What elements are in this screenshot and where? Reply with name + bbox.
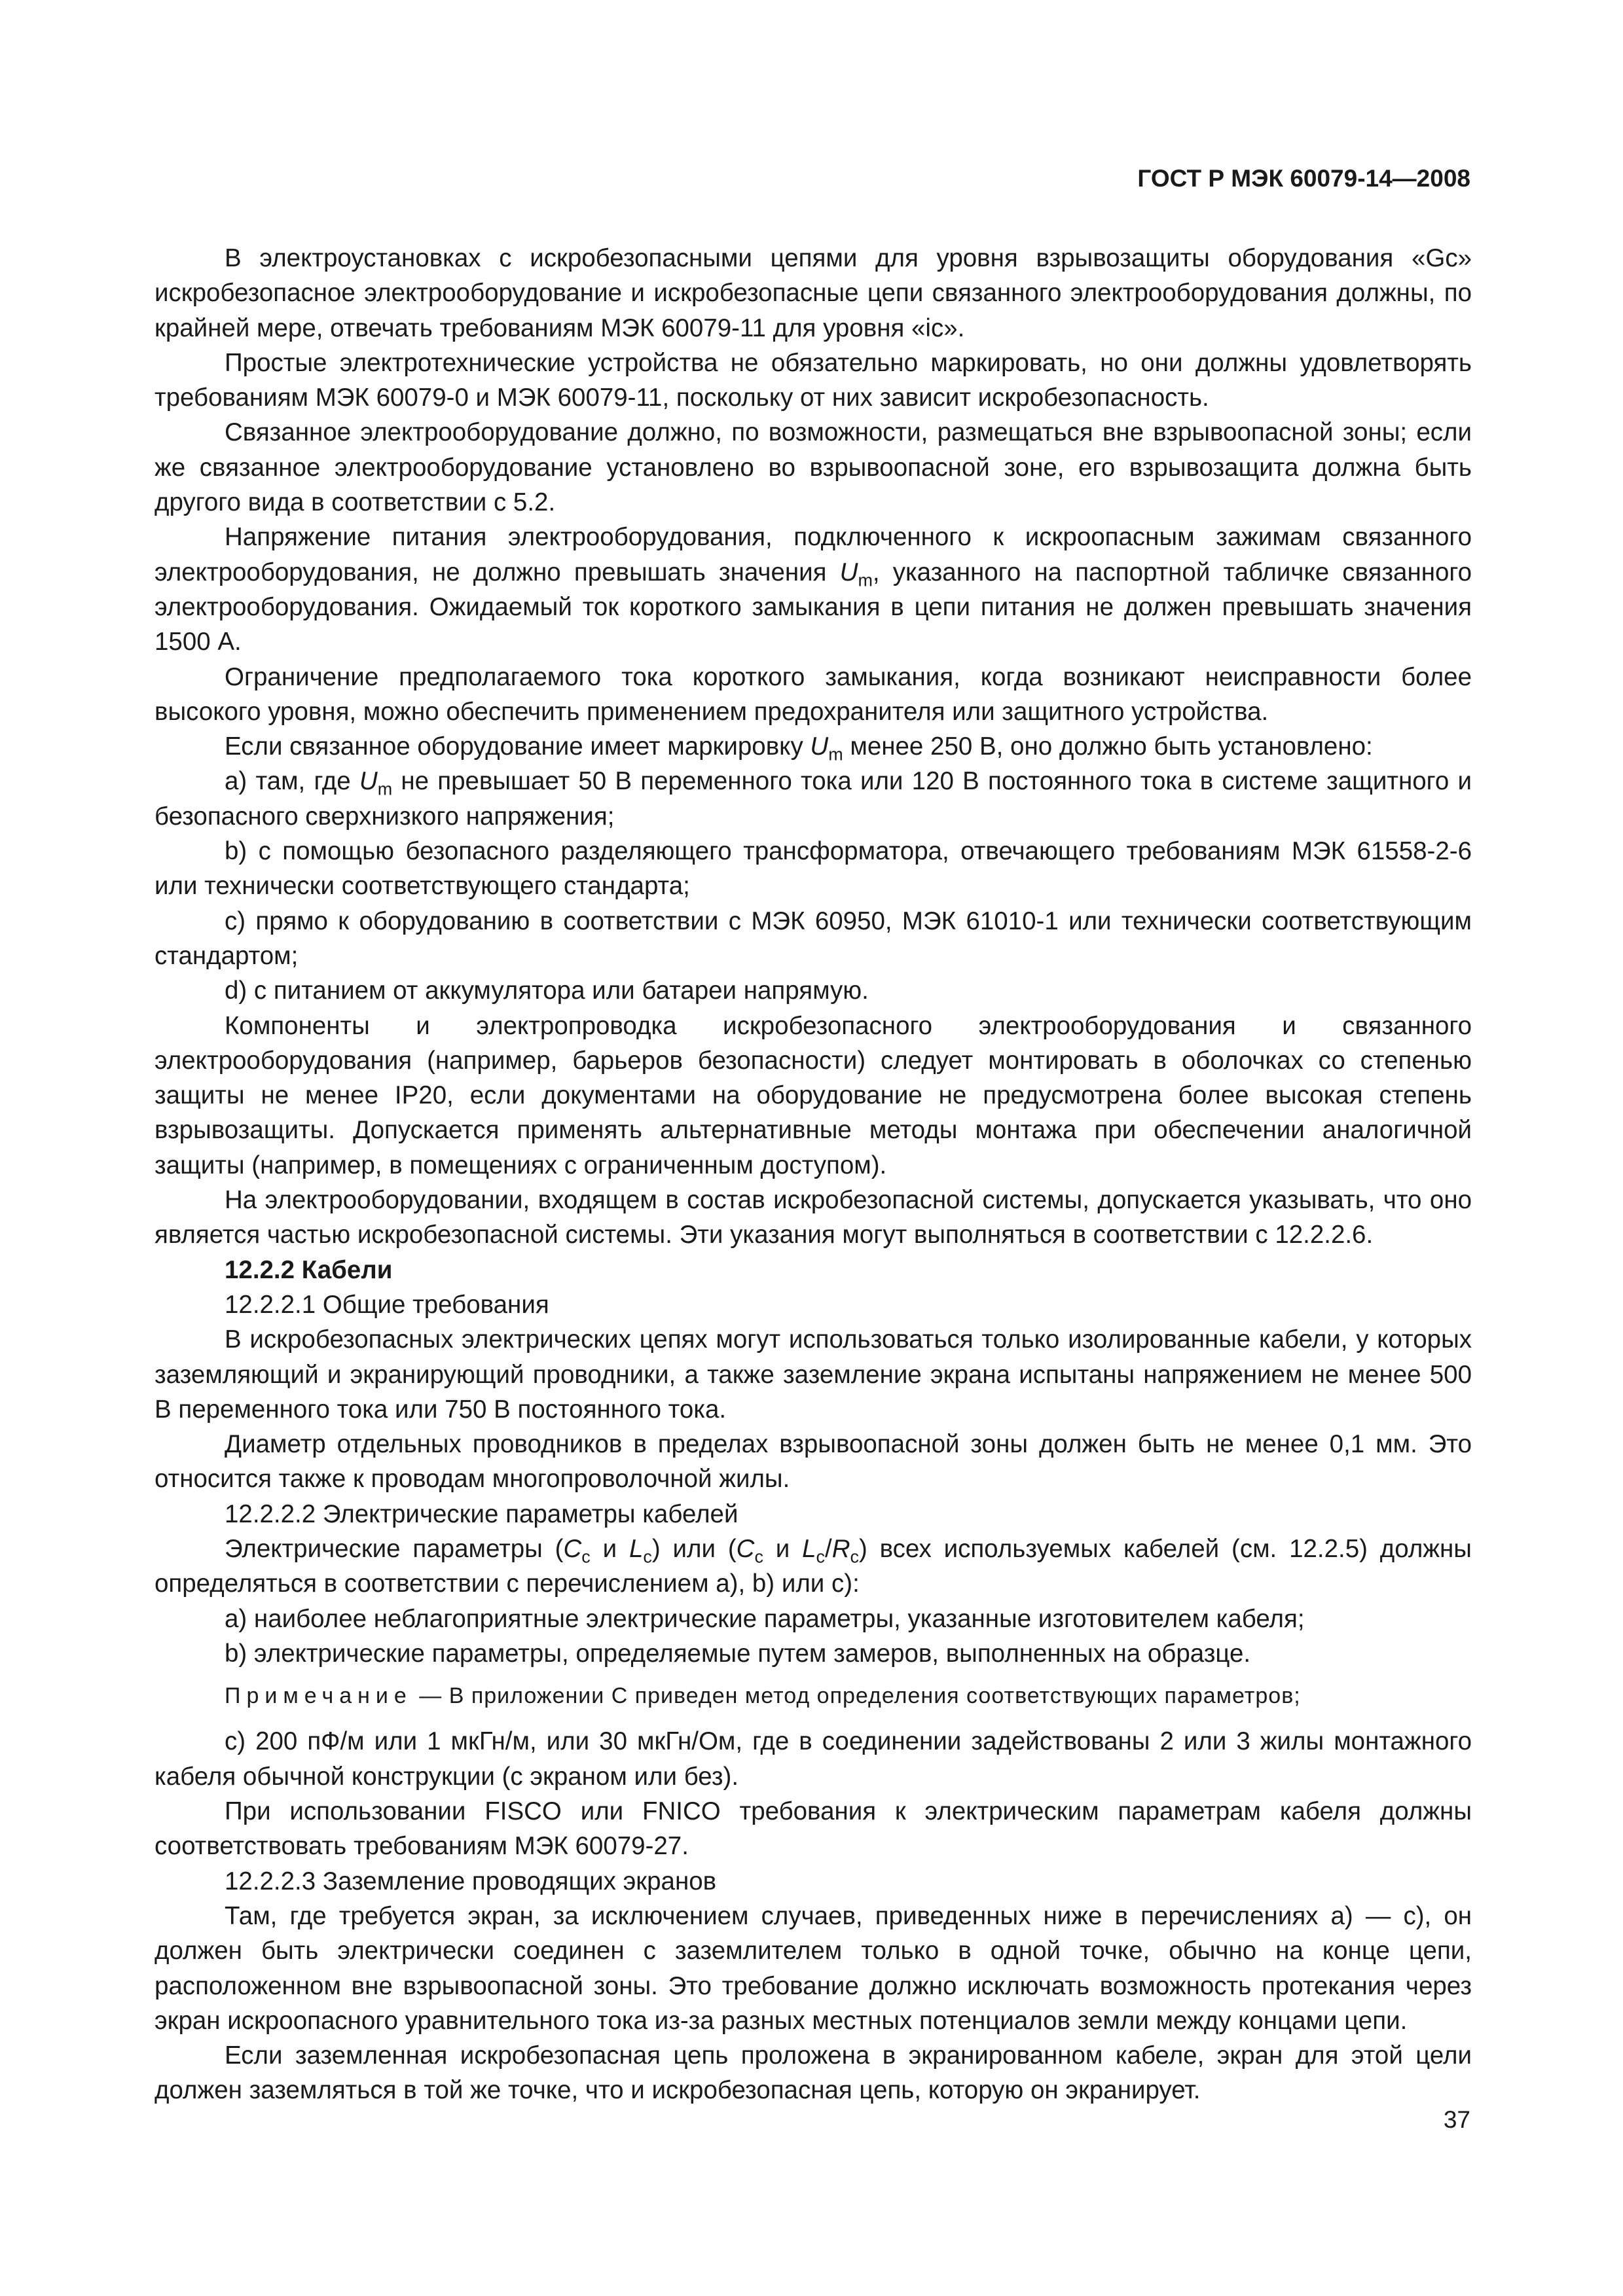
list-item: а) наиболее неблагоприятные электрические параметры, указанные изготовителем кабеля; [225,1604,1305,1633]
paragraph: Напряжение питания электрооборудования, подключенного к искроопасным зажимам связанного электрооборудования, не должно превышать значения $U_m$, указанного на паспортной табличке связанного электрооборудования. Ожидаемый ток короткого замыкания в цепи питания не должен превышать значения 1500 А. [155,523,1472,656]
paragraph: В электроустановках с искробезопасными цепями для уровня взрывозащиты оборудования «Gc» искробезопасное электрооборудование и искробезопасные цепи связанного электрооборудования должны, по крайней мере, отвечать требованиям МЭК 60079-11 для уровня «ic». [155,244,1472,342]
paragraph: Простые электротехнические устройства не обязательно маркировать, но они должны удовлетворять требованиям МЭК 60079-0 и МЭК 60079-11, поскольку от них зависит искробезопасность. [155,348,1472,412]
list-item: d) с питанием от аккумулятора или батареи напрямую. [225,977,869,1005]
paragraph: В искробезопасных электрических цепях могут использоваться только изолированные кабели, у которых заземляющий и экранирующий проводники, а также заземление экрана испытаны напряжением не менее 500 В переменного тока или 750 В постоянного тока. [155,1325,1472,1424]
list-item: а) там, где $U_m$ не превышает 50 В переменного тока или 120 В постоянного тока в системе защитного и безопасного сверхнизкого напряжения; [155,767,1472,831]
paragraph: Компоненты и электропроводка искробезопасного электрооборудования и связанного электрооборудования (например, барьеров безопасности) следует монтировать в оболочках со степенью защиты не менее IP20, если документами на оборудование не предусмотрена более высокая степень взрывозащиты. Допускается применять альтернативные методы монтажа при обеспечении аналогичной защиты (например, в помещениях с ограниченным доступом). [155,1011,1472,1179]
page-content [155,241,1472,2108]
paragraph: Если связанное оборудование имеет маркировку $U_m$ менее 250 В, оно должно быть установлено: [225,732,1373,764]
paragraph: На электрооборудовании, входящем в состав искробезопасной системы, допускается указывать, что оно является частью искробезопасной системы. Эти указания могут выполняться в соответствии с 12.2.2.6. [155,1186,1472,1249]
list-item: с) 200 пФ/м или 1 мкГн/м, или 30 мкГн/Ом, где в соединении задействованы 2 или 3 жилы монтажного кабеля обычной конструкции (с экраном или без). [155,1727,1472,1791]
section-heading: 12.2.2 Кабели [225,1255,393,1284]
paragraph: Если заземленная искробезопасная цепь проложена в экранированном кабеле, экран для этой цели должен заземляться в той же точке, что и искробезопасная цепь, которую он экранирует. [155,2041,1472,2105]
subsection-heading: 12.2.2.2 Электрические параметры кабелей [225,1499,739,1528]
paragraph: Связанное электрооборудование должно, по возможности, размещаться вне взрывоопасной зоны; если же связанное электрооборудование установлено во взрывоопасной зоне, его взрывозащита должна быть другого вида в соответствии с 5.2. [155,418,1472,517]
list-item: с) прямо к оборудованию в соответствии с МЭК 60950, МЭК 61010-1 или технически соответствующим стандартом; [155,906,1472,970]
paragraph: Ограничение предполагаемого тока короткого замыкания, когда возникают неисправности более высокого уровня, можно обеспечить применением предохранителя или защитного устройства. [155,662,1472,726]
page-number: 37 [1443,2106,1470,2133]
paragraph: Там, где требуется экран, за исключением случаев, приведенных ниже в перечислениях а) — с), он должен быть электрически соединен с заземлителем только в одной точке, обычно на конце цепи, расположенном вне взрывоопасной зоны. Это требование должно исключать возможность протекания через экран искроопасного уравнительного тока из-за разных местных потенциалов земли между концами цепи. [155,1901,1472,2035]
subsection-heading: 12.2.2.1 Общие требования [225,1290,549,1319]
paragraph: Диаметр отдельных проводников в пределах взрывоопасной зоны должен быть не менее 0,1 мм. Это относится также к проводам многопроволочной жилы. [155,1430,1472,1494]
list-item: b) с помощью безопасного разделяющего трансформатора, отвечающего требованиям МЭК 61558-2-6 или технически соответствующего стандарта; [155,837,1472,901]
paragraph: Электрические параметры ($C_c$ и $L_c$) или ($C_c$ и $L_c/R_c$) всех используемых кабелей (см. 12.2.5) должны определяться в соответствии с перечислением а), b) или с): [155,1534,1472,1598]
list-item: b) электрические параметры, определяемые путем замеров, выполненных на образце. [225,1639,1251,1668]
note: Примечание — В приложении С приведен метод определения соответствующих параметров; [225,1683,1301,1709]
subsection-heading: 12.2.2.3 Заземление проводящих экранов [225,1867,717,1895]
standard-header: ГОСТ Р МЭК 60079-14—2008 [1137,165,1470,192]
paragraph: При использовании FISCO или FNICO требования к электрическим параметрам кабеля должны соответствовать требованиям МЭК 60079-27. [155,1797,1472,1861]
